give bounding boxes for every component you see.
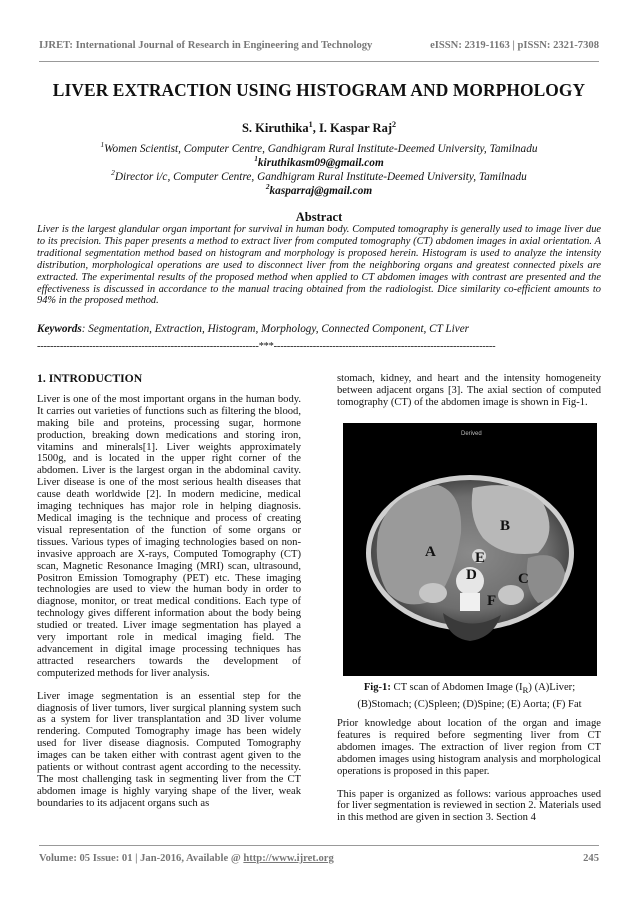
journal-link[interactable]: http://www.ijret.org xyxy=(243,853,334,864)
volume-info: Volume: 05 Issue: 01 | Jan-2016, Available @ http://www.ijret.org xyxy=(39,853,334,864)
right-column-bottom xyxy=(337,718,601,835)
left-column xyxy=(37,373,301,821)
label-a: A xyxy=(425,544,436,560)
page-number: 245 xyxy=(583,853,599,864)
figure-caption-label: Fig-1: xyxy=(363,682,391,693)
ct-scan-figure xyxy=(343,423,597,676)
issn: eISSN: 2319-1163 | pISSN: 2321-7308 xyxy=(430,40,599,51)
label-d: D xyxy=(466,567,477,583)
ct-scan-image xyxy=(343,423,597,676)
author-2: I. Kaspar Raj xyxy=(318,121,392,135)
label-b: B xyxy=(500,518,511,534)
keywords: Keywords: Segmentation, Extraction, Histogram, Morphology, Connected Component, CT Liver xyxy=(37,323,470,335)
intro-paragraph-3: stomach, kidney, and heart and the intensity homogeneity between adjacent organs [3]. The axial section of computed tomography (CT) of the abdomen image is shown in Fig-1. xyxy=(337,373,601,408)
footer-rule xyxy=(39,845,599,846)
label-c: C xyxy=(518,571,529,587)
right-paragraph-1: Prior knowledge about location of the organ and image features is required before segmenting liver from CT abdomen images. The extraction of liver region from CT abdomen images using histogram analysis and morphological operations is proposed in this paper. xyxy=(337,718,601,777)
label-e: E xyxy=(475,550,486,566)
paper-title: LIVER EXTRACTION USING HISTOGRAM AND MORPHOLOGY xyxy=(52,80,586,100)
keywords-label: Keywords xyxy=(37,323,82,335)
right-column-top xyxy=(337,373,601,420)
affiliation-2: $^2$Director i/c, Computer Centre, Gandhigram Rural Institute-Deemed University, Tamilnadu xyxy=(111,168,527,183)
journal-name: IJRET: International Journal of Research in Engineering and Technology xyxy=(39,40,373,51)
authors: S. Kiruthika$^1$, I. Kaspar Raj$^2$ xyxy=(241,119,397,135)
email-2[interactable]: $^2$kasparraj@gmail.com xyxy=(265,182,373,197)
abstract-text: Liver is the largest glandular organ important for survival in human body. Computed tomography is generally used to image liver due to its precision. This paper presents a method to extract liver from computed tomography (CT) abdomen images in axial orientation. A traditional segmentation method based on histogram and morphology is proposed herein. Histogram is used to analyze the intensity distribution, morphological operations are used to disconnect liver from the neighboring organs and greatest connected pixels are extracted. The experimental results of the proposed method when applied to CT abdomen images with contrast are presented and the effectiveness is discussed in accordance to the manual tracing obtained from the radiologist. Dice similarity co-efficient amounts to 94% in the proposed method. xyxy=(37,224,601,307)
label-f: F xyxy=(487,593,497,609)
intro-paragraph-1: Liver is one of the most important organs in the human body. It carries out varieties of functions such as filtering the blood, making bile and proteins, processing sugar, hormone production, breaking down medications and storing iron, vitamins and minerals[1]. Liver weights approximately 1500g, and is located in the upper right corner of the abdomen. Liver is the largest organ in the abdominal cavity. Liver disease is one of the most serious health diseases that cause death worldwide [2]. In modern medicine, medical imaging techniques has major role in helping diagnosis. Medical imaging is the technique and process of creating visual representation of the function of some organs or tissues. Various types of imaging technologies based on non-invasive approach are X-rays, Computed Tomography (CT) scan, Magnetic Resonance Imaging (MRI) scan, ultrasound, Positron Emission Tomography (PET) etc. These imaging technologies are used to view the human body in order to diagnose, monitor, or treat medical conditions. Each type of technology gives different information about the body being studied or treated. Liver image segmentation has played a very important role in medical imaging field. The advancement in digital image processing techniques has attracted researchers towards the development of computerized methods for liver analysis. xyxy=(37,393,301,679)
header-rule xyxy=(39,61,599,62)
affiliation-1: $^1$Women Scientist, Computer Centre, Gandhigram Rural Institute-Deemed University, Tamilnadu xyxy=(100,140,538,155)
overlay-text: Derived xyxy=(461,431,482,437)
running-header xyxy=(39,40,599,54)
section-heading: 1. INTRODUCTION xyxy=(37,372,143,385)
right-paragraph-2: This paper is organized as follows: various approaches used for liver segmentation is reviewed in section 2. Materials used in this method are given in section 3. Section 4 xyxy=(337,788,601,824)
section-separator: --------------------------------------------------------------------***-------------------------------------------------------------------- xyxy=(37,341,496,352)
figure-caption: Fig-1: CT scan of Abdomen Image $(I_R)$ (A)Liver; (B)Stomach; (C)Spleen; (D)Spine; (E) Aorta; (F) Fat xyxy=(357,682,582,710)
author-1: S. Kiruthika xyxy=(241,121,309,135)
email-1[interactable]: $^1$kiruthikasm09@gmail.com xyxy=(254,154,384,169)
abstract-heading: Abstract xyxy=(295,210,343,224)
intro-paragraph-2: Liver image segmentation is an essential step for the diagnosis of liver tumors, liver surgical planning system such as a system for liver transplantation and 3D liver volume rendering. Computed Tomography image has been widely used for liver disease diagnosis. Computed Tomography images can be taken either with contrast agent given to the patients or without contrast agent according to the necessity. The most challenging task in segmenting liver from the CT abdomen image is highly varying shape of the liver, weak boundaries to its adjacent organs such as xyxy=(37,690,301,809)
